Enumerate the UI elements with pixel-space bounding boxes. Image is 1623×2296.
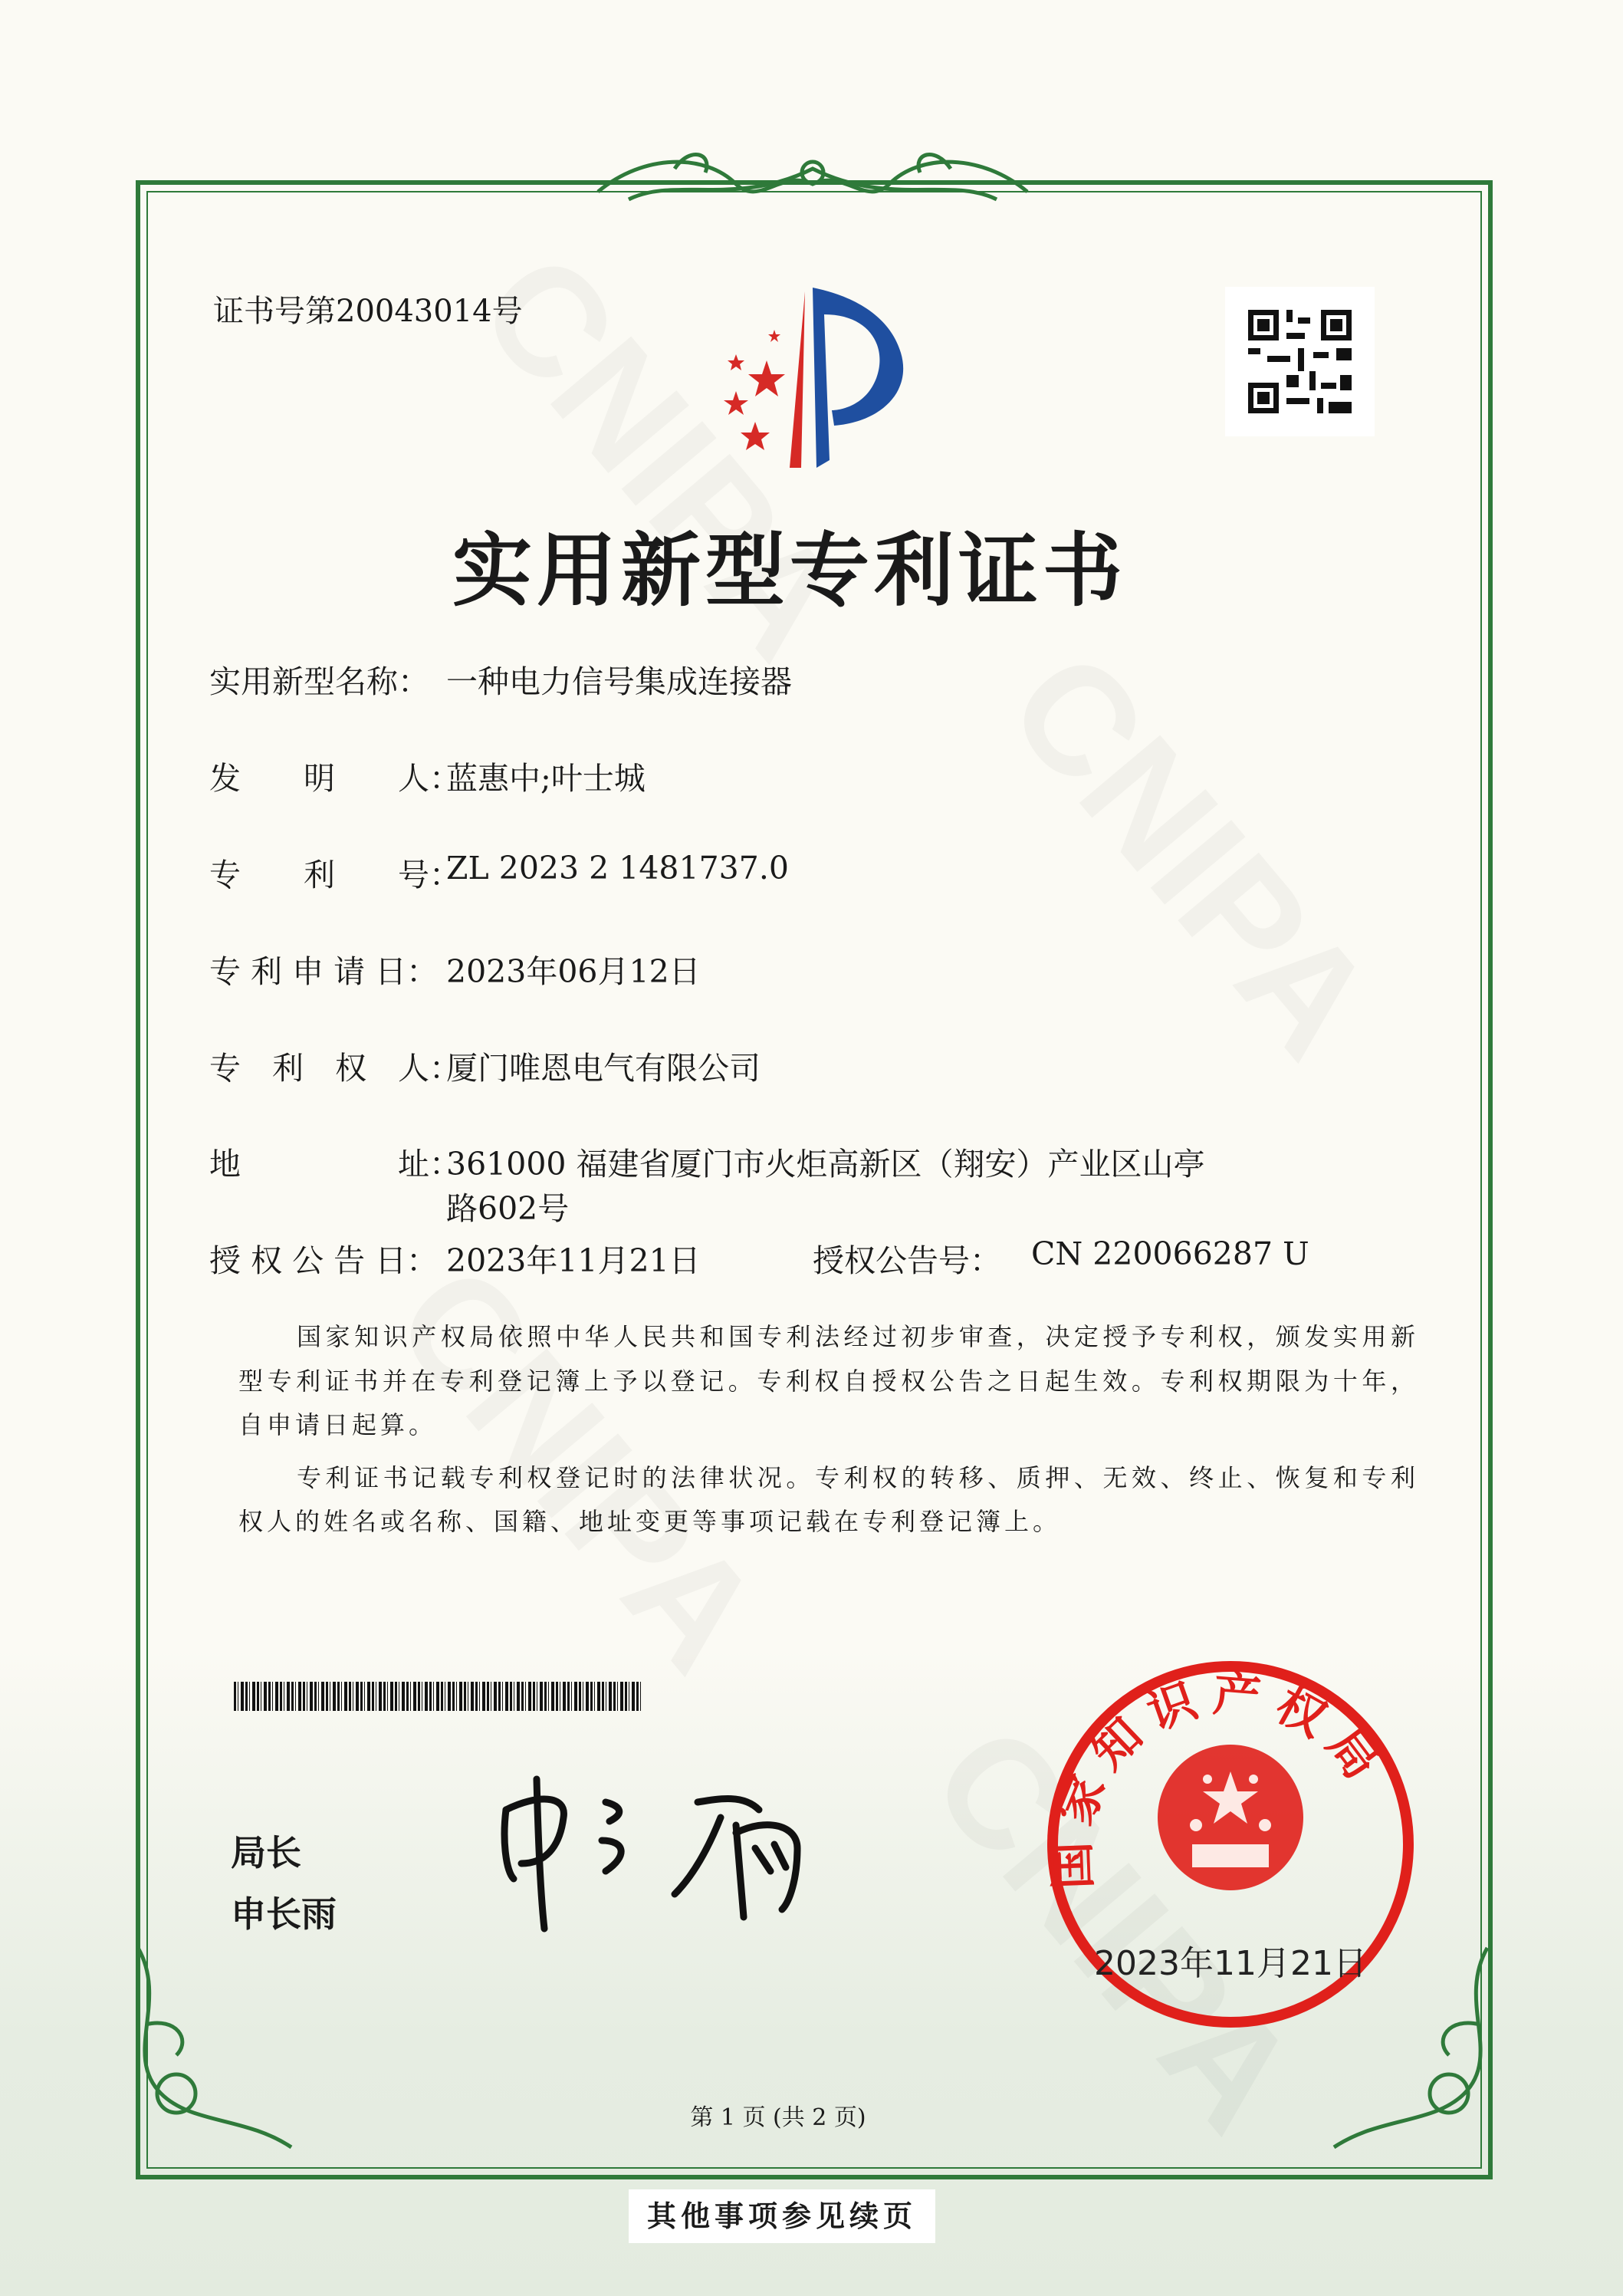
field-label-application-date: 专 利 申 请 日： <box>209 953 439 990</box>
seal-text: 国家知识产权局 <box>1043 1665 1398 1890</box>
certificate-title: 实用新型专利证书 <box>452 523 1127 617</box>
handwritten-signature <box>491 1764 843 1940</box>
field-value-patentee: 厦门唯恩电气有限公司 <box>446 1050 761 1087</box>
field-value-grant-announcement-date: 2023年11月21日 <box>446 1242 701 1279</box>
signatory-title: 局长 <box>231 1832 301 1873</box>
field-label-address: 地 址： <box>209 1146 461 1183</box>
field-value-inventor: 蓝惠中;叶士城 <box>446 760 646 797</box>
top-ornament-icon <box>583 138 1043 222</box>
cnipa-logo-icon <box>698 284 935 475</box>
field-value-utility-model-name: 一种电力信号集成连接器 <box>446 663 792 700</box>
page-info: 第 1 页 (共 2 页) <box>690 2104 866 2131</box>
qr-code-icon <box>1225 287 1375 436</box>
seal-date: 2023年11月21日 <box>1094 1944 1367 1983</box>
field-label-patentee: 专 利 权 人： <box>209 1050 461 1087</box>
field-label-inventor: 发 明 人： <box>209 760 461 797</box>
field-label-utility-model-name: 实用新型名称： <box>209 663 429 700</box>
field-label-patent-number: 专 利 号： <box>209 857 461 893</box>
legal-paragraph-1: 国家知识产权局依照中华人民共和国专利法经过初步审查，决定授予专利权，颁发实用新型专利证书并在专利登记簿上予以登记。专利权自授权公告之日起生效。专利权期限为十年，自申请日起算。 <box>238 1322 1419 1439</box>
certificate-number: 证书号第20043014号 <box>213 294 523 329</box>
official-seal <box>1043 1656 1418 2032</box>
field-value-patent-number: ZL 2023 2 1481737.0 <box>446 850 789 886</box>
legal-paragraph-2: 专利证书记载专利权登记时的法律状况。专利权的转移、质押、无效、终止、恢复和专利权人的姓名或名称、国籍、地址变更等事项记载在专利登记簿上。 <box>238 1462 1419 1536</box>
field-label-grant-announcement-date: 授 权 公 告 日： <box>209 1242 439 1279</box>
field-value-address-line2: 路602号 <box>446 1190 570 1227</box>
field-value-announcement-number: CN 220066287 U <box>1031 1235 1309 1272</box>
barcode <box>234 1682 643 1711</box>
field-value-address: 361000 福建省厦门市火炬高新区（翔安）产业区山亭 <box>446 1146 1205 1183</box>
qr-code[interactable] <box>1225 287 1375 436</box>
field-value-application-date: 2023年06月12日 <box>446 953 701 990</box>
continued-note: 其他事项参见续页 <box>629 2189 935 2243</box>
signatory-name: 申长雨 <box>231 1893 337 1935</box>
legal-statement <box>238 1315 1419 1544</box>
field-label-announcement-number: 授权公告号： <box>813 1242 1001 1279</box>
